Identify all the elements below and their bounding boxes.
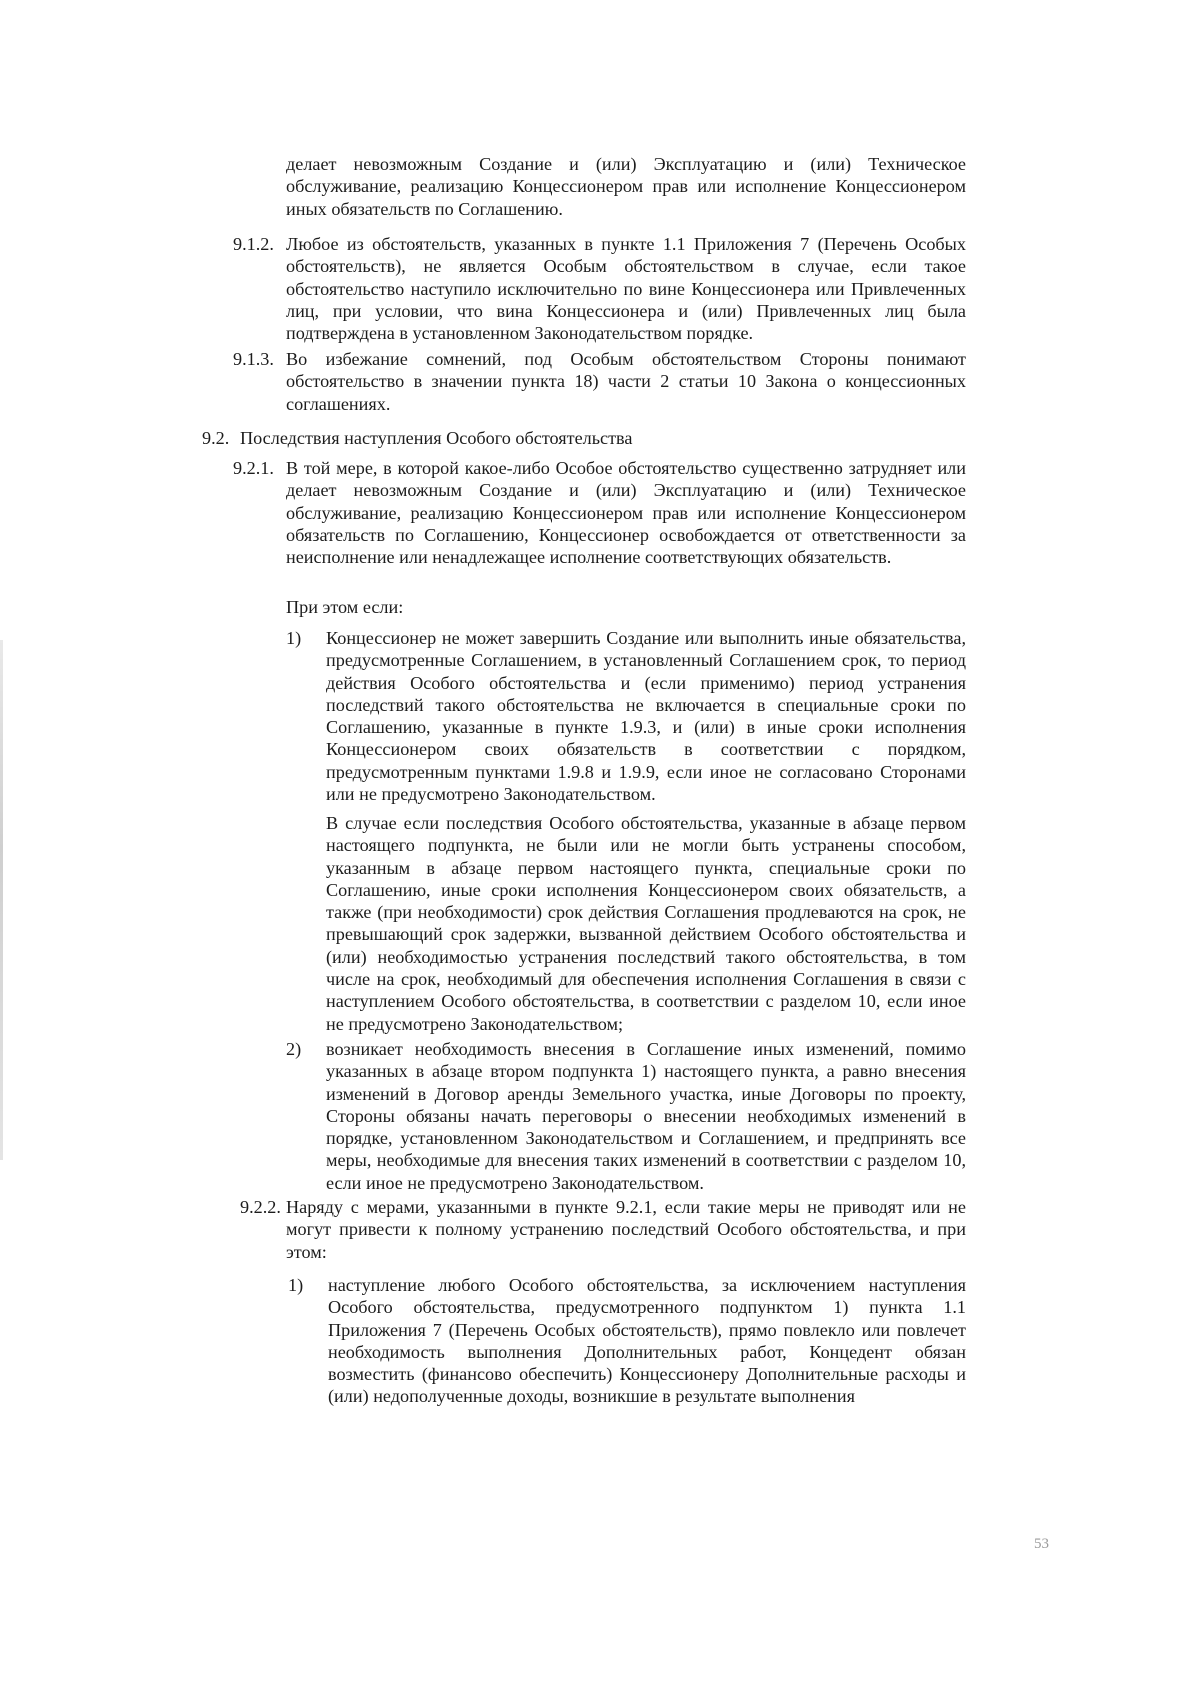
clause-9-2-2 <box>240 1196 966 1263</box>
section-9-2-heading <box>202 427 966 449</box>
clause-text: Любое из обстоятельств, указанных в пункте 1.1 Приложения 7 (Перечень Особых обстоятельств), не является Особым обстоятельством в случае, если такое обстоятельство наступило исключительно по вине Концессионера или Привлеченных лиц, при условии, что вина Концессионера и (или) Привлеченных лиц была подтверждена в установленном Законодательством порядке. <box>286 234 966 344</box>
subitem-text: возникает необходимость внесения в Соглашение иных изменений, помимо указанных в абзаце втором подпункта 1) настоящего пункта, а равно внесения изменений в Договор аренды Земельного участка, иные Договоры по проекту, Стороны обязаны начать переговоры о внесении необходимых изменений в порядке, установленном Законодательством и Соглашением, и предпринять все меры, необходимые для внесения таких изменений в соответствии с разделом 10, если иное не предусмотрено Законодательством. <box>326 1039 966 1193</box>
clause-number: 9.2.1. <box>233 458 274 478</box>
scan-shadow <box>0 640 3 1160</box>
clause-9-1-3 <box>233 348 966 415</box>
subitem-number: 1) <box>288 1275 304 1295</box>
clause-number: 9.1.3. <box>233 349 274 369</box>
clause-number: 9.1.2. <box>233 234 274 254</box>
continuation-paragraph: делает невозможным Создание и (или) Эксплуатацию и (или) Техническое обслуживание, реализацию Концессионером прав или исполнение Концессионером иных обязательств по Соглашению. <box>286 154 966 219</box>
page-number: 53 <box>1034 1536 1049 1552</box>
clause-text: Во избежание сомнений, под Особым обстоятельством Стороны понимают обстоятельство в значении пункта 18) части 2 статьи 10 Закона о концессионных соглашениях. <box>286 349 966 414</box>
conditions-intro: При этом если: <box>286 597 404 617</box>
subitem-1 <box>286 627 966 805</box>
subitem-9-2-2-1 <box>288 1274 966 1408</box>
clause-text: В той мере, в которой какое-либо Особое обстоятельство существенно затрудняет или делает невозможным Создание и (или) Эксплуатацию и (или) Техническое обслуживание, реализацию Концессионером прав или исполнение Концессионером обязательств по Соглашению, Концессионер освобождается от ответственности за неисполнение или ненадлежащее исполнение соответствующих обязательств. <box>286 458 966 568</box>
subitem-number: 1) <box>286 628 302 648</box>
subitem-number: 2) <box>286 1039 302 1059</box>
section-number: 9.2. <box>202 428 230 448</box>
clause-9-1-2 <box>233 233 966 344</box>
clause-text: Наряду с мерами, указанными в пункте 9.2.1, если такие меры не приводят или не могут привести к полному устранению последствий Особого обстоятельства, и при этом: <box>286 1197 966 1262</box>
section-title: Последствия наступления Особого обстоятельства <box>240 428 633 448</box>
subitem-text: наступление любого Особого обстоятельства, за исключением наступления Особого обстоятельства, предусмотренного подпунктом 1) пункта 1.1 Приложения 7 (Перечень Особых обстоятельств), прямо повлекло или повлечет необходимость выполнения Дополнительных работ, Концедент обязан возместить (финансово обеспечить) Концессионеру Дополнительные расходы и (или) недополученные доходы, возникшие в результате выполнения <box>328 1275 966 1407</box>
subitem-text: Концессионер не может завершить Создание или выполнить иные обязательства, предусмотренные Соглашением, в установленный Соглашением срок, то период действия Особого обстоятельства и (если применимо) период устранения последствий такого обстоятельства не включается в специальные сроки по Соглашению, указанные в пункте 1.9.3, и (или) в иные сроки исполнения Концессионером своих обязательств в соответствии с порядком, предусмотренным пунктами 1.9.8 и 1.9.9, если иное не согласовано Сторонами или не предусмотрено Законодательством. <box>326 628 966 805</box>
clause-9-2-1 <box>233 457 966 568</box>
subitem-1-paragraph-2: В случае если последствия Особого обстоятельства, указанные в абзаце первом настоящего подпункта, не были или не могли быть устранены способом, указанным в абзаце первом настоящего пункта, специальные сроки по Соглашению, иные сроки исполнения Концессионером своих обязательств, а также (при необходимости) срок действия Соглашения продлеваются на срок, не превышающий срок задержки, вызванной действием Особого обстоятельства и (или) необходимостью устранения последствий такого обстоятельства, в том числе на срок, необходимый для обеспечения исполнения Соглашения в связи с наступлением Особого обстоятельства, в соответствии с разделом 10, если иное не предусмотрено Законодательством; <box>326 813 966 1034</box>
subitem-2 <box>286 1038 966 1194</box>
clause-number: 9.2.2. <box>240 1197 281 1217</box>
